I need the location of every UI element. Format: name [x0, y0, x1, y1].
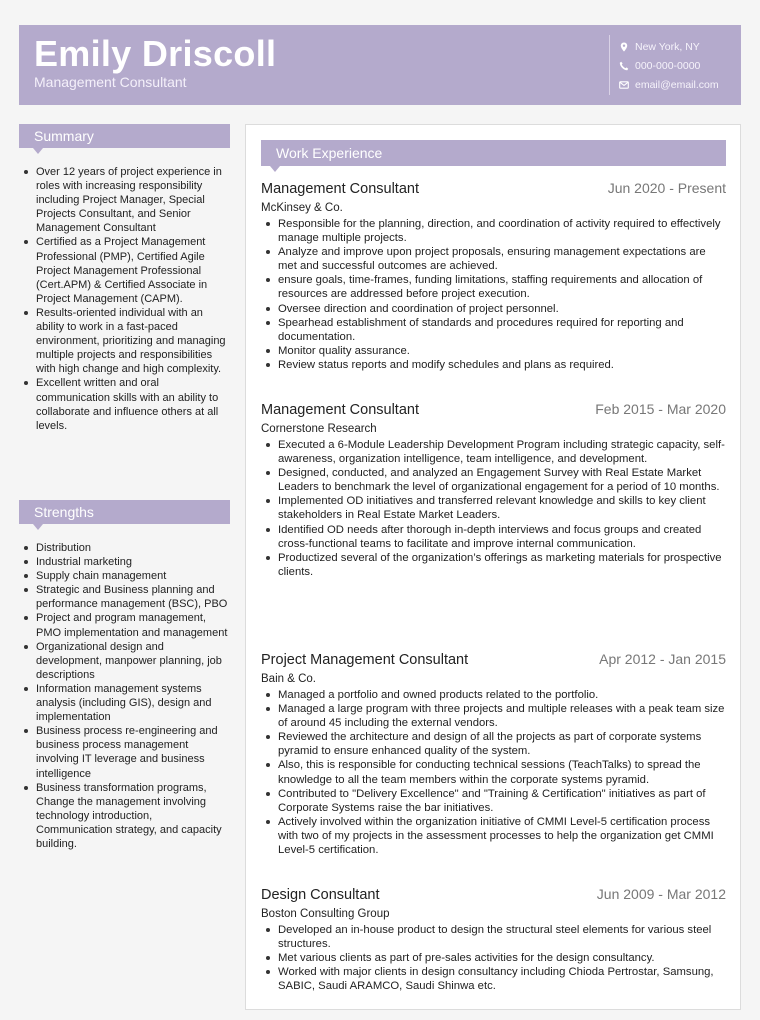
contact-phone — [619, 56, 739, 75]
strength-item: Information management systems analysis (including GIS), design and implementation — [21, 682, 231, 724]
strength-item: Project and program management, PMO implementation and management — [21, 611, 231, 639]
job-bullet: Review status reports and modify schedules and plans as required. — [261, 358, 726, 372]
job-bullet: Identified OD needs after thorough in-depth interviews and focus groups and created cross-functional teams to facilitate and improve internal communication. — [261, 523, 726, 551]
header-divider — [609, 35, 610, 95]
contact-block — [619, 37, 739, 94]
envelope-icon — [619, 80, 629, 90]
job-title: Management Consultant — [261, 181, 419, 197]
location-pin-icon — [619, 42, 629, 52]
work-experience-panel — [245, 124, 741, 1010]
summary-item: Over 12 years of project experience in roles with increasing responsibility including Project Manager, Special Projects Consultant, and Senior Management Consultant — [21, 165, 231, 235]
job-date: Jun 2009 - Mar 2012 — [596, 886, 726, 902]
location-text: New York, NY — [635, 40, 700, 53]
job-bullet: Also, this is responsible for conducting technical sessions (TeachTalks) to spread the knowledge to all the team members within the corporate systems pyramid. — [261, 758, 726, 786]
job-title: Design Consultant — [261, 887, 380, 903]
contact-location — [619, 37, 739, 56]
job-entry — [261, 401, 726, 579]
phone-icon — [619, 61, 629, 71]
summary-heading: Summary — [19, 124, 230, 148]
job-bullets — [261, 688, 726, 857]
job-bullets — [261, 217, 726, 372]
job-title: Project Management Consultant — [261, 652, 469, 668]
job-bullet: Productized several of the organization’s offerings as marketing materials for prospective clients. — [261, 551, 726, 579]
strength-item: Business transformation programs, Change the management involving technology introduction, Communication strategy, and capacity building. — [21, 781, 231, 851]
job-entry — [261, 651, 726, 857]
job-bullet: Managed a portfolio and owned products related to the portfolio. — [261, 688, 726, 702]
job-bullet: Oversee direction and coordination of project personnel. — [261, 302, 726, 316]
job-bullet: Contributed to "Delivery Excellence" and "Training & Certification" initiatives as part of Corporate Systems raise the bar initiatives. — [261, 787, 726, 815]
strength-item: Industrial marketing — [21, 555, 231, 569]
phone-text: 000-000-0000 — [635, 59, 701, 72]
job-bullet: Analyze and improve upon project proposals, ensuring management expectations are met and successful outcomes are achieved. — [261, 245, 726, 273]
strength-item: Distribution — [21, 541, 231, 555]
job-date: Jun 2020 - Present — [607, 180, 726, 196]
job-bullet: ensure goals, time-frames, funding limitations, staffing requirements and allocation of resources are addressed before project execution. — [261, 273, 726, 301]
job-company: Cornerstone Research — [261, 423, 377, 435]
job-entry — [261, 886, 726, 993]
strength-item: Strategic and Business planning and performance management (BSC), PBO — [21, 583, 231, 611]
work-experience-heading: Work Experience — [261, 140, 726, 166]
job-date: Apr 2012 - Jan 2015 — [599, 651, 726, 667]
strengths-list — [21, 541, 231, 851]
strength-item: Supply chain management — [21, 569, 231, 583]
candidate-title: Management Consultant — [34, 74, 187, 90]
summary-item: Excellent written and oral communication skills with an ability to collaborate and influence others at all levels. — [21, 376, 231, 432]
job-bullet: Reviewed the architecture and design of all the projects as part of corporate systems pyramid to ensure enhanced quality of the system. — [261, 730, 726, 758]
job-bullet: Actively involved within the organization initiative of CMMI Level-5 certification process with two of my projects in the assessment processes to help the organization get CMMI Level-5 certification. — [261, 815, 726, 857]
job-entry — [261, 180, 726, 372]
job-company: Boston Consulting Group — [261, 908, 390, 920]
job-bullet: Managed a large program with three projects and multiple releases with a peak team size of around 45 including the external vendors. — [261, 702, 726, 730]
candidate-name: Emily Driscoll — [34, 33, 277, 74]
job-bullet: Worked with major clients in design consultancy including Chioda Pertrostar, Samsung, SABIC, Saudi ARAMCO, Saudi Shinwa etc. — [261, 965, 726, 993]
contact-email[interactable] — [619, 75, 739, 94]
job-bullet: Executed a 6-Module Leadership Development Program including strategic capacity, self-awareness, organization intelligence, team intelligence, and development. — [261, 438, 726, 466]
job-bullet: Designed, conducted, and analyzed an Engagement Survey with Real Estate Market Leaders to benchmark the level of organizational engagement for a period of 10 months. — [261, 466, 726, 494]
summary-item: Certified as a Project Management Professional (PMP), Certified Agile Project Management Professional (Cert.APM) & Certified Associate in Project Management (CAPM). — [21, 235, 231, 305]
job-bullets — [261, 923, 726, 993]
job-bullet: Spearhead establishment of standards and procedures required for reporting and documentation. — [261, 316, 726, 344]
job-bullet: Monitor quality assurance. — [261, 344, 726, 358]
resume-header — [19, 25, 741, 105]
strength-item: Organizational design and development, manpower planning, job descriptions — [21, 640, 231, 682]
summary-list — [21, 165, 231, 433]
job-title: Management Consultant — [261, 402, 419, 418]
summary-item: Results-oriented individual with an ability to work in a fast-paced environment, prioritizing and managing multiple projects and responsibilities with high change and high complexity. — [21, 306, 231, 376]
job-bullet: Developed an in-house product to design the structural steel elements for various steel structures. — [261, 923, 726, 951]
email-text[interactable]: email@email.com — [635, 78, 719, 91]
job-bullets — [261, 438, 726, 579]
job-company: McKinsey & Co. — [261, 202, 343, 214]
strengths-heading: Strengths — [19, 500, 230, 524]
job-bullet: Met various clients as part of pre-sales activities for the design consultancy. — [261, 951, 726, 965]
strength-item: Business process re-engineering and business process management involving IT leverage and business intelligence — [21, 724, 231, 780]
job-bullet: Responsible for the planning, direction, and coordination of activity required to effectively manage multiple projects. — [261, 217, 726, 245]
job-company: Bain & Co. — [261, 673, 316, 685]
job-date: Feb 2015 - Mar 2020 — [595, 401, 726, 417]
job-bullet: Implemented OD initiatives and transferred relevant knowledge and skills to key client stakeholders in Real Estate Market Leaders. — [261, 494, 726, 522]
